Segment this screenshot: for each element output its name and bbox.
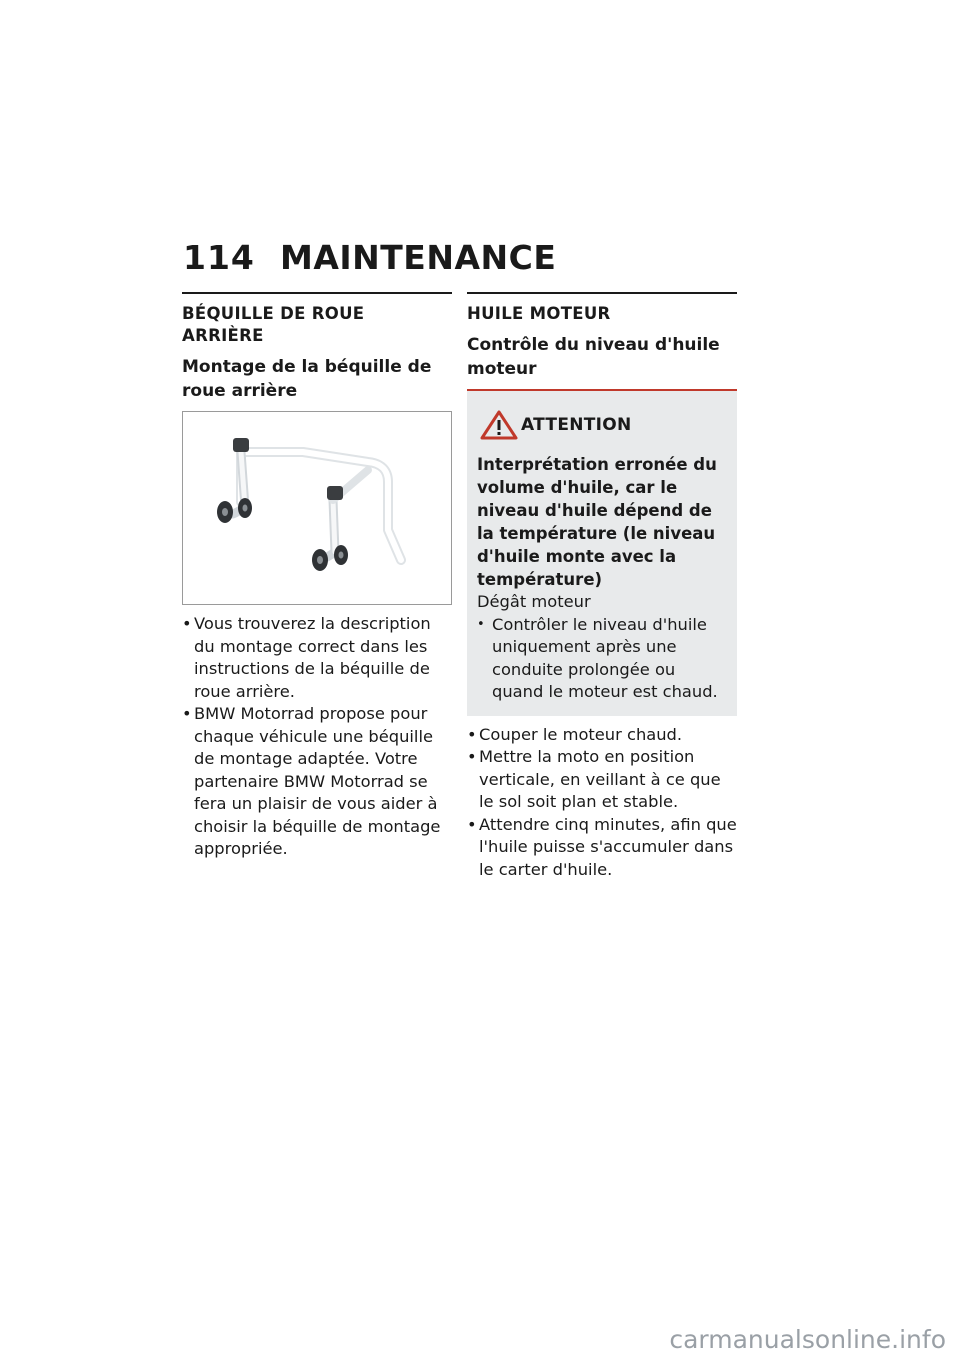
subsection-title-stand-mounting: Montage de la béquille de roue arrière <box>182 357 432 401</box>
section-title-rear-stand: BÉQUILLE DE ROUE ARRIÈRE <box>182 304 365 345</box>
section-rule <box>182 292 452 294</box>
rear-stand-instructions <box>182 613 452 861</box>
subsection-title-oil-level-check: Contrôle du niveau d'huile moteur <box>467 335 720 379</box>
section-title-engine-oil: HUILE MOTEUR <box>467 304 611 323</box>
oil-check-instructions <box>467 724 737 882</box>
list-item: • Attendre cinq minutes, afin que l'huile puisse s'accumuler dans le carter d'huile. <box>467 814 737 882</box>
attention-title: ATTENTION <box>521 415 632 435</box>
left-column <box>182 292 452 861</box>
page-header <box>183 238 556 277</box>
list-item: • Mettre la moto en position verticale, en veillant à ce que le sol soit plan et stable. <box>467 746 737 814</box>
chapter-title: MAINTENANCE <box>280 238 557 277</box>
right-column <box>467 292 737 881</box>
list-item: • BMW Motorrad propose pour chaque véhicule une béquille de montage adaptée. Votre partenaire BMW Motorrad se fera un plaisir de vous aider à choisir la béquille de montage appropriée. <box>182 703 452 861</box>
attention-measures <box>477 614 727 704</box>
attention-consequence: Dégât moteur <box>477 592 591 611</box>
list-item: • Contrôler le niveau d'huile uniquement après une conduite prolongée ou quand le moteur est chaud. <box>477 614 727 704</box>
list-item: • Vous trouverez la description du montage correct dans les instructions de la béquille de roue arrière. <box>182 613 452 703</box>
section-rule <box>467 292 737 294</box>
rear-stand-illustration <box>182 411 452 605</box>
page-number: 114 <box>183 238 255 277</box>
list-item: • Couper le moteur chaud. <box>467 724 737 747</box>
watermark: carmanualsonline.info <box>669 1325 946 1354</box>
attention-box <box>467 389 737 716</box>
rear-stand-drawing <box>183 412 451 604</box>
attention-cause: Interprétation erronée du volume d'huile, car le niveau d'huile dépend de la température (le niveau d'huile monte avec la température) <box>477 455 717 589</box>
warning-triangle-icon <box>479 409 519 441</box>
attention-header <box>479 409 727 441</box>
